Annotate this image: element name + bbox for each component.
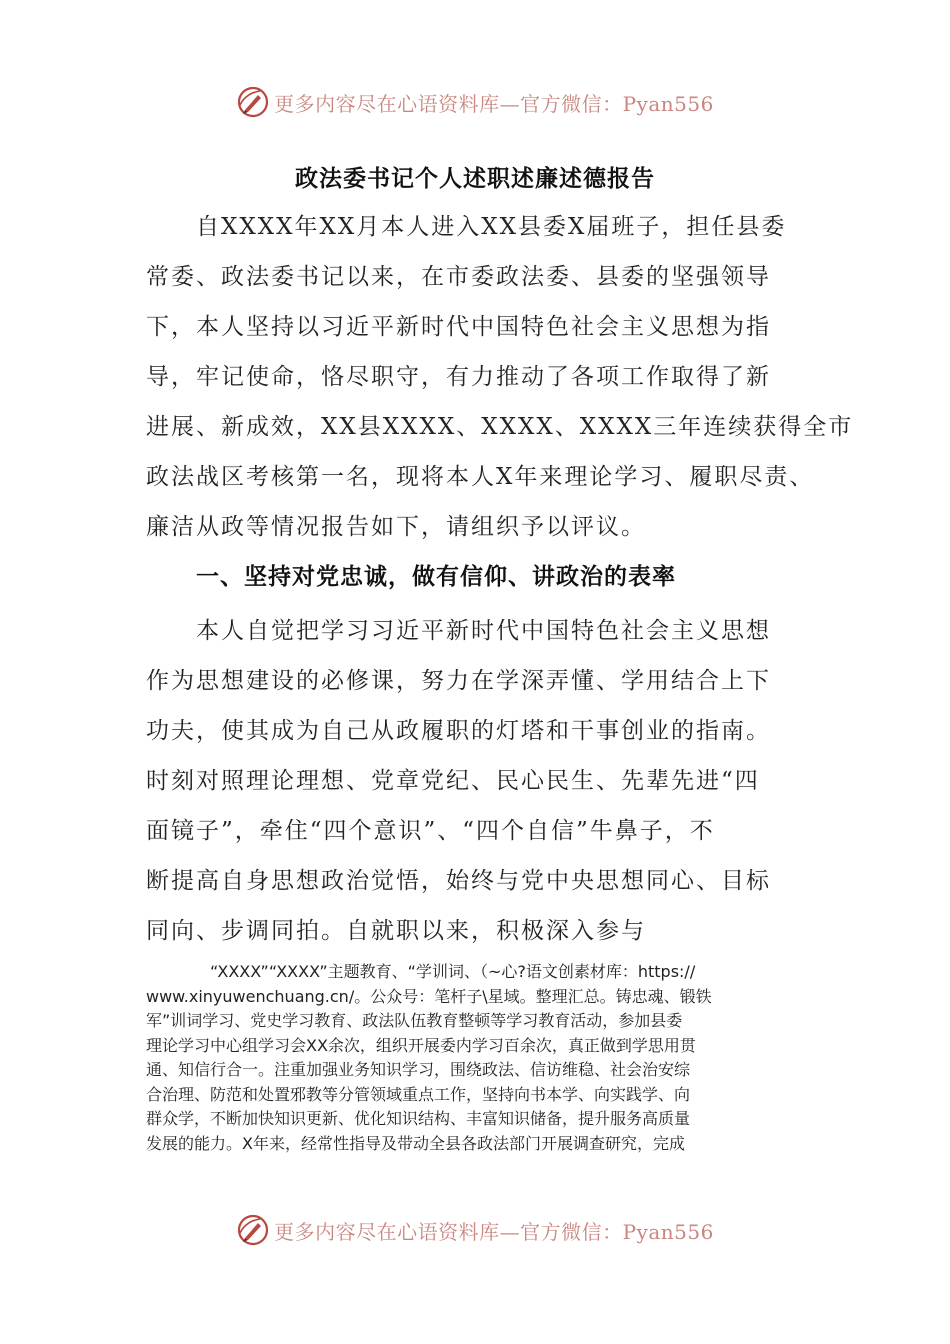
- text-line: 理论学习中心组学习会XX余次，组织开展委内学习百余次，真正做到学思用贯: [146, 1035, 696, 1055]
- text-line: “XXXX”“XXXX”主题教育、“学训词、（~心?语文创素材库：https://: [146, 962, 696, 981]
- footer-watermark: [0, 1210, 950, 1250]
- text-line: 廉洁从政等情况报告如下，请组织予以评议。: [146, 514, 646, 540]
- text-line: 面镜子”，牵住“四个意识”、“四个自信”牛鼻子，不: [146, 818, 715, 844]
- section-paragraph: [146, 606, 826, 956]
- text-line: 发展的能力。X年来，经常性指导及带动全县各政法部门开展调查研究，完成: [146, 1133, 685, 1153]
- section-heading: 一、坚持对党忠诚，做有信仰、讲政治的表率: [196, 563, 676, 590]
- text-line: 进展、新成效，XX县XXXX、XXXX、XXXX三年连续获得全市: [146, 414, 854, 440]
- text-line: 群众学，不断加快知识更新、优化知识结构、丰富知识储备，提升服务高质量: [146, 1109, 691, 1128]
- text-line: 作为思想建设的必修课，努力在学深弄懂、学用结合上下: [146, 668, 771, 694]
- text-line: 军”训词学习、党史学习教育、政法队伍教育整顿等学习教育活动，参加县委: [146, 1011, 683, 1030]
- text-line: 时刻对照理论理想、党章党纪、民心民生、先辈先进“四: [146, 768, 760, 794]
- text-line: 同向、步调同拍。自就职以来，积极深入参与: [146, 918, 646, 944]
- text-line: 通、知信行合一。注重加强业务知识学习，围绕政法、信访维稳、社会治安综: [146, 1060, 691, 1079]
- text-line: 合治理、防范和处置邪教等分管领域重点工作，坚持向书本学、向实践学、向: [146, 1084, 691, 1104]
- text-line: 断提高自身思想政治觉悟，始终与党中央思想同心、目标: [146, 868, 771, 894]
- text-line: 政法战区考核第一名，现将本人X年来理论学习、履职尽责、: [146, 464, 815, 490]
- watermark-text: 更多内容尽在心语资料库—官方微信：Pyan556: [274, 1219, 714, 1244]
- pen-logo-icon: [236, 85, 270, 119]
- page-title: 政法委书记个人述职述廉述德报告: [295, 165, 655, 192]
- small-paragraph: [146, 960, 806, 1156]
- text-line: 下，本人坚持以习近平新时代中国特色社会主义思想为指: [146, 314, 771, 340]
- intro-paragraph: [146, 202, 854, 552]
- text-line: 本人自觉把学习习近平新时代中国特色社会主义思想: [146, 618, 771, 644]
- text-line: 导，牢记使命，恪尽职守，有力推动了各项工作取得了新: [146, 364, 771, 390]
- text-line: 常委、政法委书记以来，在市委政法委、县委的坚强领导: [146, 264, 771, 290]
- watermark-text: 更多内容尽在心语资料库—官方微信：Pyan556: [274, 91, 714, 116]
- text-line: 功夫，使其成为自己从政履职的灯塔和干事创业的指南。: [146, 718, 771, 744]
- pen-logo-icon: [236, 1213, 270, 1247]
- text-line: 自XXXX年XX月本人进入XX县委X届班子，担任县委: [146, 214, 787, 240]
- header-watermark: [0, 82, 950, 122]
- text-line: www.xinyuwenchuang.cn/。公众号：笔杆子\星域。整理汇总。铸忠魂、锻铁: [146, 986, 712, 1006]
